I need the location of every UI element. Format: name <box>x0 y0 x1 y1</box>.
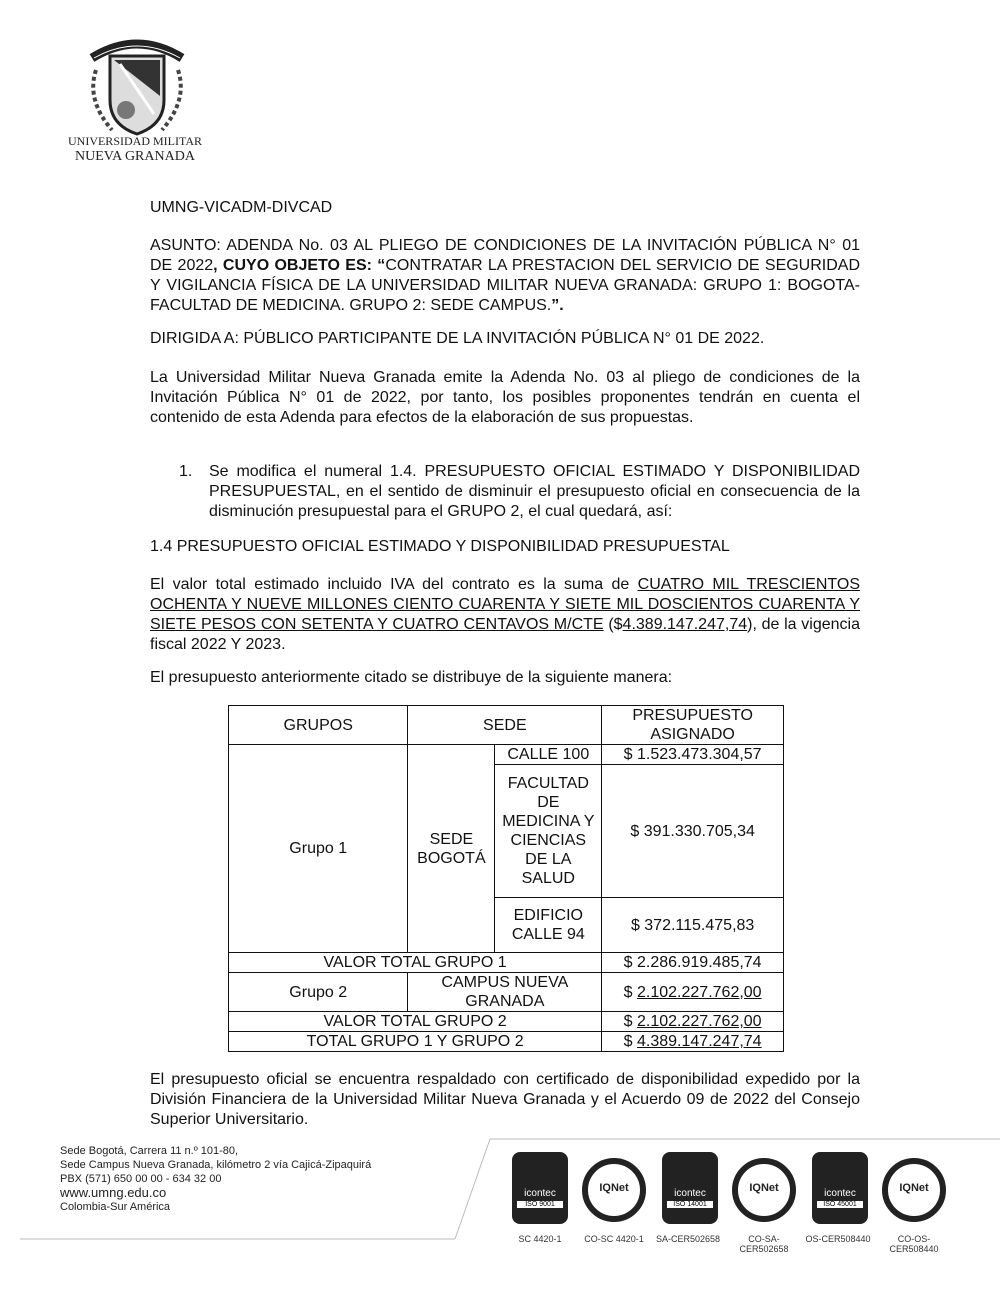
cert-code: CO-SA-CER502658 <box>739 1234 789 1254</box>
section-heading: 1.4 PRESUPUESTO OFICIAL ESTIMADO Y DISPONIBILIDAD PRESUPUESTAL <box>150 538 730 555</box>
group1-sede: SEDE BOGOTÁ <box>408 745 495 953</box>
subject-part-3: CONTRATAR LA PRESTACION DEL SERVICIO DE SEGURIDAD Y VIGILANCIA FÍSICA DE LA UNIVERSIDAD MILITAR NUEVA GRANADA: GRUPO 1: BOGOTA-FACULTAD DE MEDICINA. GRUPO 2: SEDE CAMPUS. <box>150 257 861 314</box>
icontec-badge-icon <box>512 1152 568 1224</box>
group1-place-3: EDIFICIO CALLE 94 <box>495 898 602 953</box>
subject-part-4: ”. <box>551 297 564 314</box>
group2-amount-cell <box>602 973 784 1012</box>
cert-brand: icontec <box>824 1188 856 1199</box>
group1-amount-3: $ 372.115.475,83 <box>602 898 784 953</box>
grand-total-cell <box>602 1032 784 1052</box>
iqnet-badge-icon <box>882 1158 946 1222</box>
grand-total-label: TOTAL GRUPO 1 Y GRUPO 2 <box>229 1032 602 1052</box>
footer-website-link[interactable]: www.umng.edu.co <box>60 1185 167 1200</box>
group2-amount: 2.102.227.762,00 <box>637 983 762 1001</box>
logo-line-1: UNIVERSIDAD MILITAR <box>67 134 203 148</box>
group1-label: Grupo 1 <box>229 745 408 953</box>
value-part-3: ($ <box>603 616 623 633</box>
cert-code: SA-CER502658 <box>655 1234 721 1244</box>
cert-iso: ISO 45001 <box>817 1201 863 1208</box>
cert-iso: ISO 9001 <box>517 1201 563 1208</box>
subject-paragraph <box>150 236 860 316</box>
value-paragraph <box>150 575 860 655</box>
budget-table <box>228 705 784 1052</box>
logo-line-2: NUEVA GRANADA <box>75 149 195 164</box>
grand-total-amount: 4.389.147.247,74 <box>637 1033 762 1050</box>
group2-label: Grupo 2 <box>229 973 408 1012</box>
table-row <box>229 973 784 1012</box>
intro-paragraph: La Universidad Militar Nueva Granada emite la Adenda No. 03 al pliego de condiciones de la Invitación Pública N° 01 de 2022, por tanto, los posibles proponentes tendrán en cuenta el contenido de esta Adenda para efectos de la elaboración de sus propuestas. <box>150 369 860 426</box>
group1-place-2: FACULTAD DE MEDICINA Y CIENCIAS DE LA SALUD <box>495 765 602 898</box>
document-reference: UMNG-VICADM-DIVCAD <box>150 199 333 216</box>
iqnet-badge-icon <box>582 1158 646 1222</box>
cert-code: SC 4420-1 <box>518 1234 562 1244</box>
footer-line-1: Sede Bogotá, Carrera 11 n.º 101-80, <box>60 1145 239 1157</box>
icontec-badge-icon <box>662 1152 718 1224</box>
subject-part-2: , CUYO OBJETO ES: “ <box>213 257 386 274</box>
table-header-row <box>229 706 784 745</box>
cert-brand: IQNet <box>749 1182 779 1194</box>
footer-line-5: Colombia-Sur América <box>60 1201 171 1213</box>
group2-sede: CAMPUS NUEVA GRANADA <box>408 973 602 1012</box>
group1-total-amount: $ 2.286.919.485,74 <box>602 953 784 973</box>
header-sede: SEDE <box>408 706 602 745</box>
group2-total-amount: 2.102.227.762,00 <box>637 1013 762 1030</box>
group2-total-cell <box>602 1012 784 1032</box>
distribution-intro: El presupuesto anteriormente citado se distribuye de la siguiente manera: <box>150 669 673 686</box>
footer-address <box>60 1144 371 1214</box>
logo-wordmark <box>60 134 210 164</box>
value-amount-words: CUATRO MIL TRESCIENTOS OCHENTA Y NUEVE MILLONES CIENTO CUARENTA Y SIETE MIL DOSCIENTOS CUARENTA Y SIETE PESOS CON SETENTA Y CUATRO CENTAVOS M/CTE <box>150 576 861 633</box>
footer-line-2: Sede Campus Nueva Granada, kilómetro 2 vía Cajicá-Zipaquirá <box>60 1159 372 1171</box>
cert-brand: IQNet <box>599 1182 629 1194</box>
addressed-to: DIRIGIDA A: PÚBLICO PARTICIPANTE DE LA INVITACIÓN PÚBLICA N° 01 DE 2022. <box>150 330 765 347</box>
group1-total-row <box>229 953 784 973</box>
cert-brand: IQNet <box>899 1182 929 1194</box>
cert-brand: icontec <box>674 1188 706 1199</box>
closing-paragraph: El presupuesto oficial se encuentra respaldado con certificado de disponibilidad expedido por la División Financiera de la Universidad Militar Nueva Granada y el Acuerdo 09 de 2022 del Consejo Superior Universitario. <box>150 1071 860 1128</box>
cert-code: CO-SC 4420-1 <box>584 1234 644 1244</box>
list-item <box>179 462 860 522</box>
grand-total-row <box>229 1032 784 1052</box>
group2-currency: $ <box>623 983 638 1001</box>
cert-code: OS-CER508440 <box>805 1234 871 1244</box>
group1-amount-1: $ 1.523.473.304,57 <box>602 745 784 765</box>
list-item-number: 1. <box>179 463 193 480</box>
group1-place-1: CALLE 100 <box>495 745 602 765</box>
group1-amount-2: $ 391.330.705,34 <box>602 765 784 898</box>
iqnet-badge-icon <box>732 1158 796 1222</box>
list-item-text: Se modifica el numeral 1.4. PRESUPUESTO OFICIAL ESTIMADO Y DISPONIBILIDAD PRESUPUESTAL, en el sentido de disminuir el presupuesto oficial en consecuencia de la disminución presupuestal para el GRUPO 2, el cual quedará, así: <box>209 463 860 520</box>
crest-icon <box>72 30 202 140</box>
subject-part-1: ASUNTO: ADENDA No. 03 AL PLIEGO DE CONDICIONES DE LA INVITACIÓN PÚBLICA N° 01 DE 2022 <box>150 237 860 274</box>
icontec-badge-icon <box>812 1152 868 1224</box>
cert-brand: icontec <box>524 1188 556 1199</box>
grand-total-currency: $ <box>623 1033 638 1050</box>
value-part-5: ), de la vigencia fiscal 2022 Y 2023. <box>150 616 861 653</box>
footer-line-3: PBX (571) 650 00 00 - 634 32 00 <box>60 1173 222 1185</box>
cert-code: CO-OS-CER508440 <box>889 1234 939 1254</box>
value-part-1: El valor total estimado incluido IVA del contrato es la suma de <box>150 576 638 593</box>
header-grupos: GRUPOS <box>229 706 408 745</box>
value-amount-number: 4.389.147.247,74 <box>622 616 748 633</box>
group2-total-label: VALOR TOTAL GRUPO 2 <box>229 1012 602 1032</box>
group2-total-currency: $ <box>623 1013 638 1030</box>
group2-total-row <box>229 1012 784 1032</box>
cert-iso: ISO 14001 <box>667 1201 713 1208</box>
header-presupuesto: PRESUPUESTO ASIGNADO <box>602 706 784 745</box>
table-row <box>229 745 784 765</box>
group1-total-label: VALOR TOTAL GRUPO 1 <box>229 953 602 973</box>
